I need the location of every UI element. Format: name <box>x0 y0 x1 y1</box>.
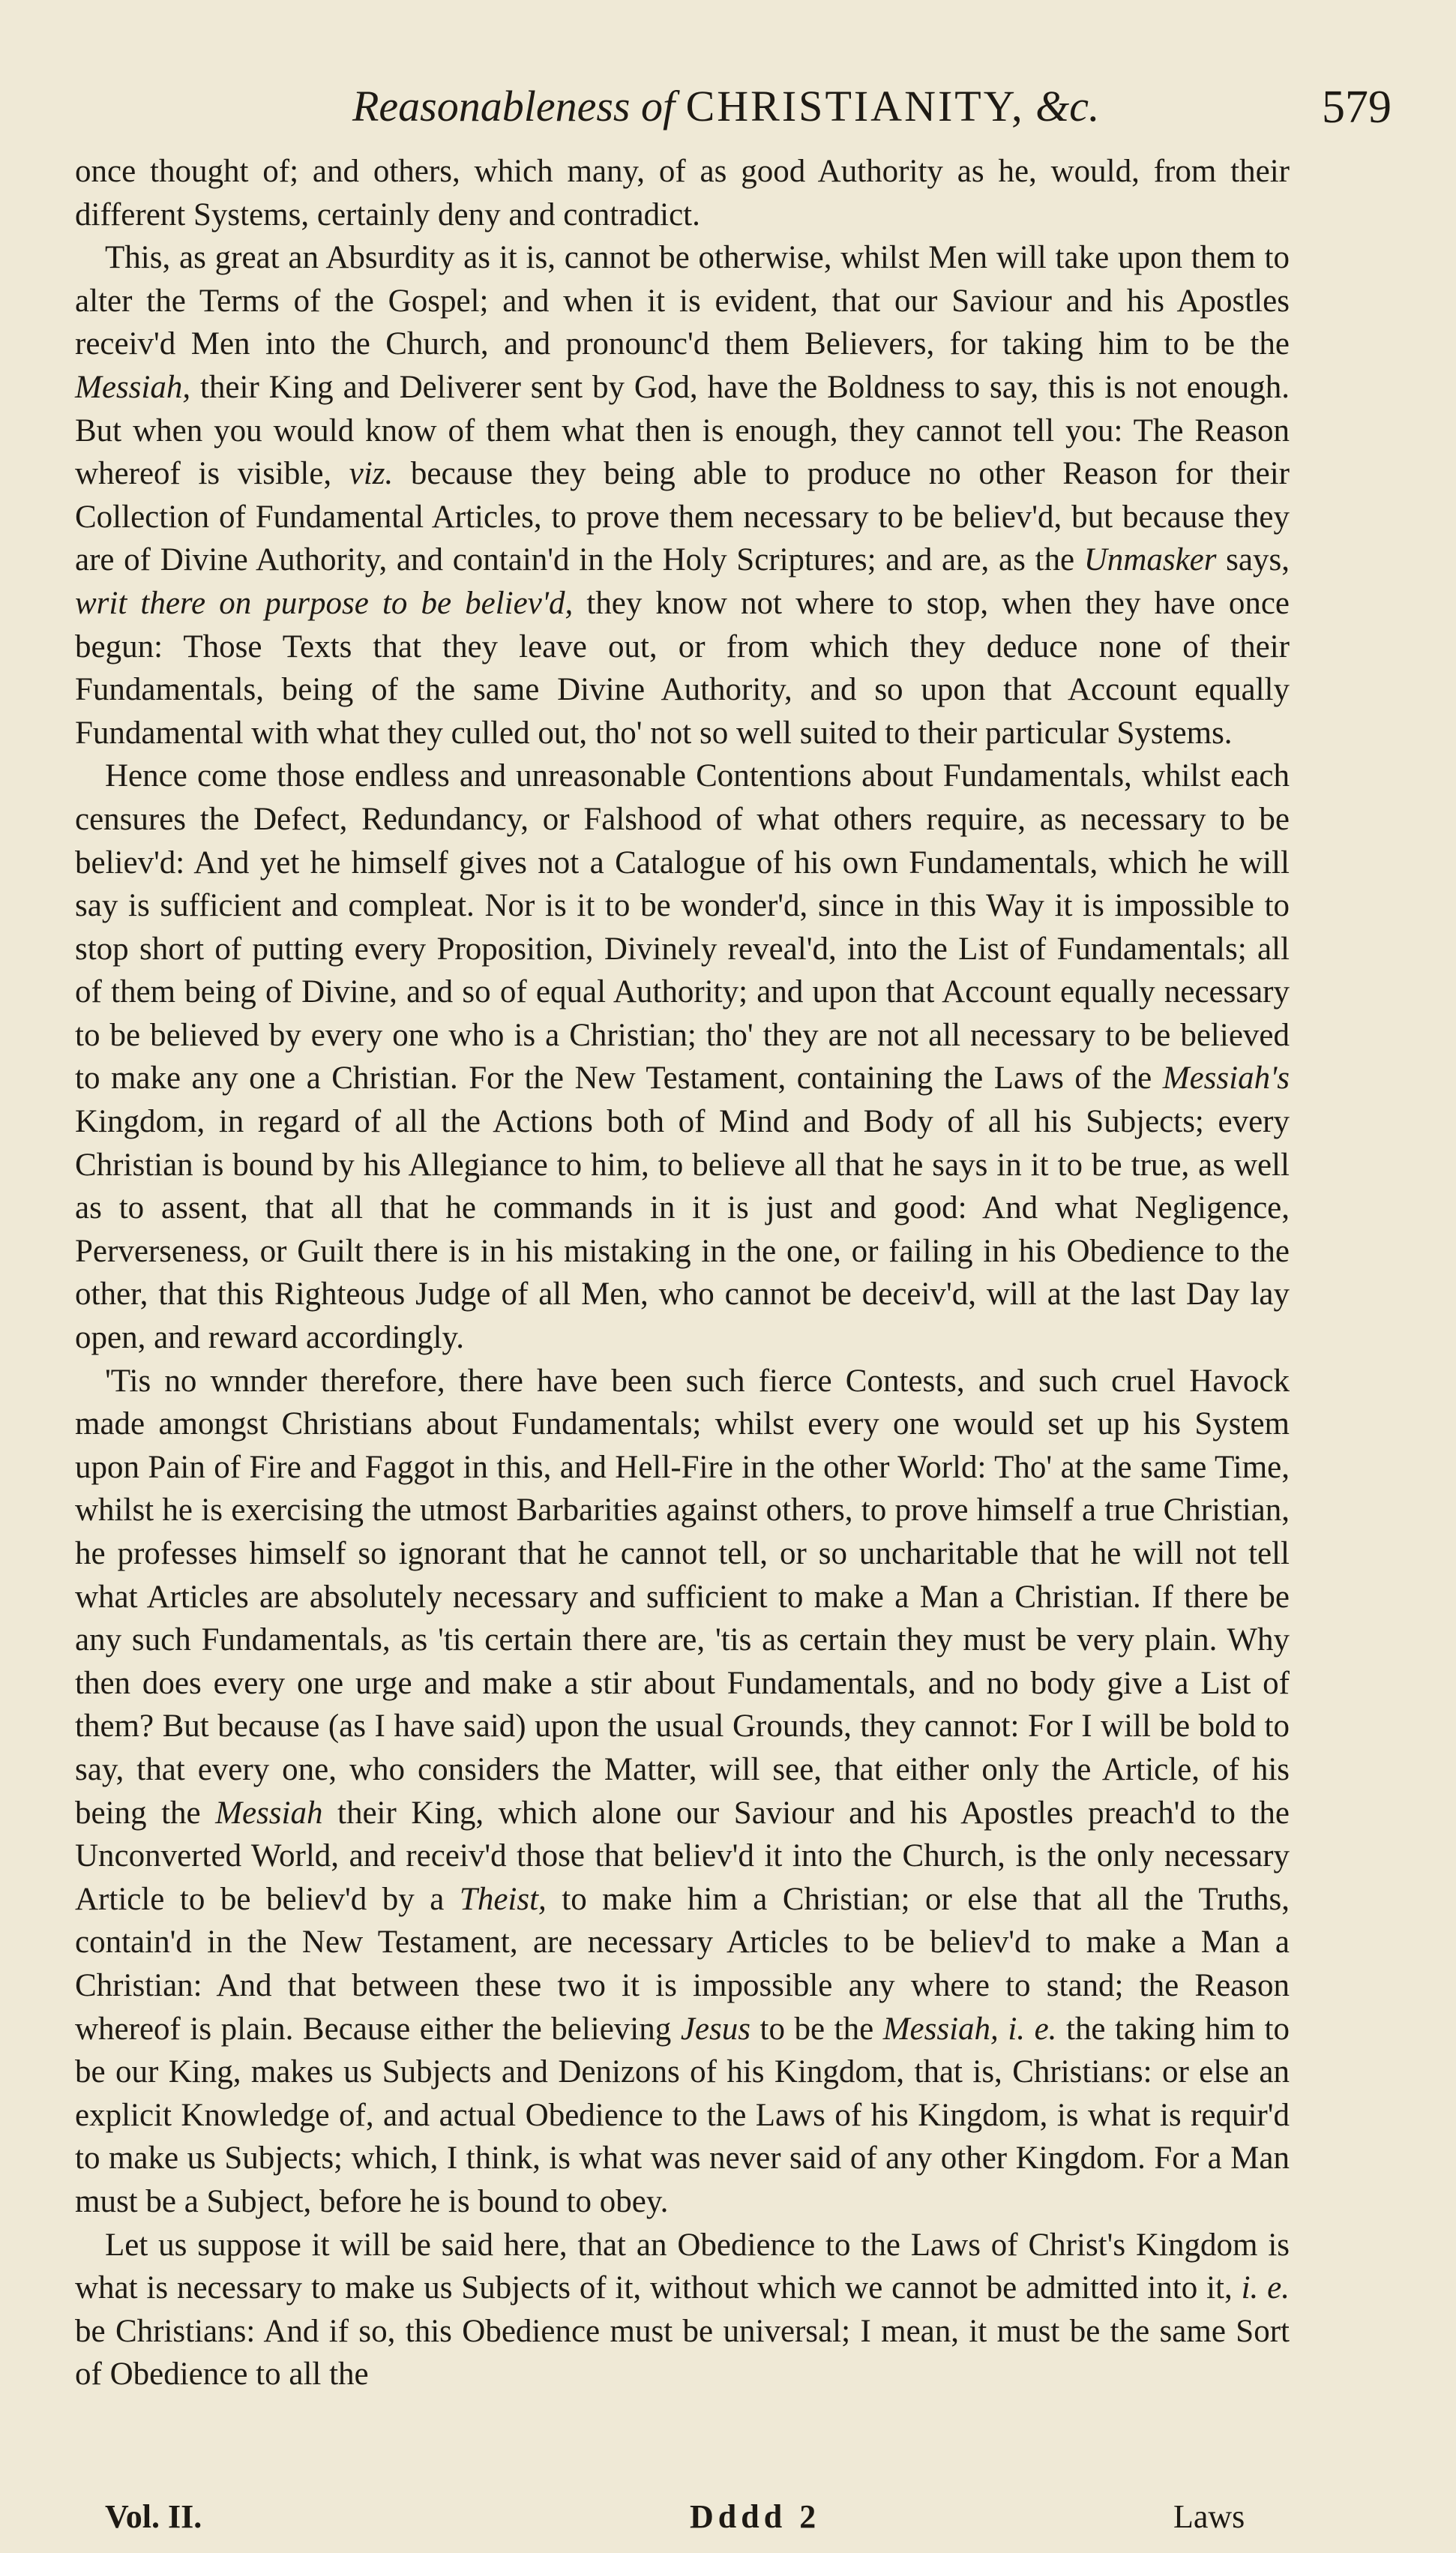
running-title-caps: CHRISTIANITY, <box>685 82 1025 130</box>
paragraph <box>75 754 1290 1359</box>
text-run: because they being able to produce no other Reason for their Collection of Fundamental Articles, to prove them necessary to be believ'd, but because they are of Divine Authority, and contain'd in the Holy Scriptures; and are, as the <box>75 456 1290 578</box>
text-run: 'Tis no wnnder therefore, there have been such fierce Contests, and such cruel Havock made amongst Christians about Fundamentals; whilst every one would set up his System upon Pain of Fire and Faggot in this, and Hell-Fire in the other World: Tho' at the same Time, whilst he is exercising the utmost Barbarities against others, to prove himself a true Christian, he professes himself so ignorant that he cannot tell, or so uncharitable that he will not tell what Articles are absolutely necessary and sufficient to make a Man a Christian. If there be any such Fundamentals, as 'tis certain there are, 'tis as certain they must be very plain. Why then does every one urge and make a stir about Fundamentals, and no body give a List of them? But because (as I have said) upon the usual Grounds, they cannot: For I will be bold to say, that every one, who considers the Matter, will see, that either only the Article, of his being the <box>75 1363 1290 1831</box>
italic-text: Messiah's <box>1162 1060 1290 1096</box>
text-run: once thought of; and others, which many, of as good Authority as he, would, from their different Systems, certainly deny and contradict. <box>75 154 1290 232</box>
page-footer <box>0 2498 1456 2542</box>
italic-text: Messiah <box>215 1795 323 1831</box>
italic-text: i. e. <box>1241 2270 1290 2306</box>
running-title <box>352 81 1102 131</box>
italic-text: Jesus <box>680 2011 750 2047</box>
paragraph <box>75 150 1290 236</box>
text-run: to make him a Christian; or else that all the Truths, contain'd in the New Testament, are necessary Articles to be believ'd to make a Man a Christian: And that between these two it is impossible any where to stand; the Reason whereof is plain. Because either the believing <box>75 1881 1290 2047</box>
text-run: their King, which alone our Saviour and his Apostles preach'd to the Unconverted World, and receiv'd those that believ'd it into the Church, is the only necessary Article to be believ'd by a <box>75 1795 1290 1917</box>
text-run: Kingdom, in regard of all the Actions both of Mind and Body of all his Subjects; every Christian is bound by his Allegiance to him, to believe all that he says in it to be true, as well as to assent, that all that he commands in it is just and good: And what Negligence, Perverseness, or Guilt there is in his mistaking in the one, or failing in his Obedience to the other, that this Righteous Judge of all Men, who cannot be deceiv'd, will at the last Day lay open, and reward accordingly. <box>75 1104 1290 1356</box>
catchword: Laws <box>1173 2498 1245 2535</box>
paragraph <box>75 2224 1290 2396</box>
text-run: says, <box>1216 542 1290 578</box>
text-run: be Christians: And if so, this Obedience must be universal; I mean, it must be the same Sort of Obedience to all the <box>75 2313 1290 2392</box>
italic-text: Messiah, <box>75 369 191 405</box>
italic-text: viz. <box>349 456 394 492</box>
paragraph <box>75 1360 1290 2224</box>
text-run: Hence come those endless and unreasonable Contentions about Fundamentals, whilst each censures the Defect, Redundancy, or Falshood of what others require, as necessary to be believ'd: And yet he himself gives not a Catalogue of his own Fundamentals, which he will say is sufficient and compleat. Nor is it to be wonder'd, since in this Way it is impossible to stop short of putting every Proposition, Divinely reveal'd, into the List of Fundamentals; all of them being of Divine, and so of equal Authority; and upon that Account equally necessary to be believed by every one who is a Christian; tho' they are not all necessary to be believed to make any one a Christian. For the New Testament, containing the Laws of the <box>75 758 1290 1096</box>
text-run: they know not where to stop, when they have once begun: Those Texts that they leave out, or from which they deduce none of their Fundamentals, being of the same Divine Authority, and so upon that Account equally Fundamental with what they culled out, tho' not so well suited to their particular Systems. <box>75 585 1290 751</box>
text-run: Let us suppose it will be said here, that an Obedience to the Laws of Christ's Kingdom is what is necessary to make us Subjects of it, without which we cannot be admitted into it, <box>75 2227 1290 2306</box>
running-title-italic: Reasonableness of <box>352 82 676 130</box>
paragraph <box>75 236 1290 754</box>
text-run: to be the <box>750 2011 883 2047</box>
italic-text: Unmasker <box>1083 542 1217 578</box>
page-number: 579 <box>1322 82 1392 133</box>
running-header <box>0 66 1456 134</box>
italic-text: Theist, <box>459 1881 547 1917</box>
italic-text: writ there on purpose to be believ'd, <box>75 585 574 621</box>
text-run: their King and Deliverer sent by God, have the Boldness to say, this is not enough. But when you would know of them what then is enough, they cannot tell you: The Reason whereof is visible, <box>75 369 1290 492</box>
signature-mark: Dddd 2 <box>690 2498 821 2535</box>
italic-text: Messiah, i. e. <box>882 2011 1057 2047</box>
running-title-tail: &c. <box>1035 82 1100 130</box>
text-run: This, as great an Absurdity as it is, cannot be otherwise, whilst Men will take upon them to alter the Terms of the Gospel; and when it is evident, that our Saviour and his Apostles receiv'd Men into the Church, and pronounc'd them Believers, for taking him to be the <box>75 240 1290 362</box>
body-text <box>75 150 1290 2396</box>
text-run: the taking him to be our King, makes us Subjects and Denizons of his Kingdom, that is, Christians: or else an explicit Knowledge of, and actual Obedience to the Laws of his Kingdom, is what is requir'd to make us Subjects; which, I think, is what was never said of any other Kingdom. For a Man must be a Subject, before he is bound to obey. <box>75 2011 1290 2219</box>
volume-label: Vol. II. <box>105 2498 202 2535</box>
